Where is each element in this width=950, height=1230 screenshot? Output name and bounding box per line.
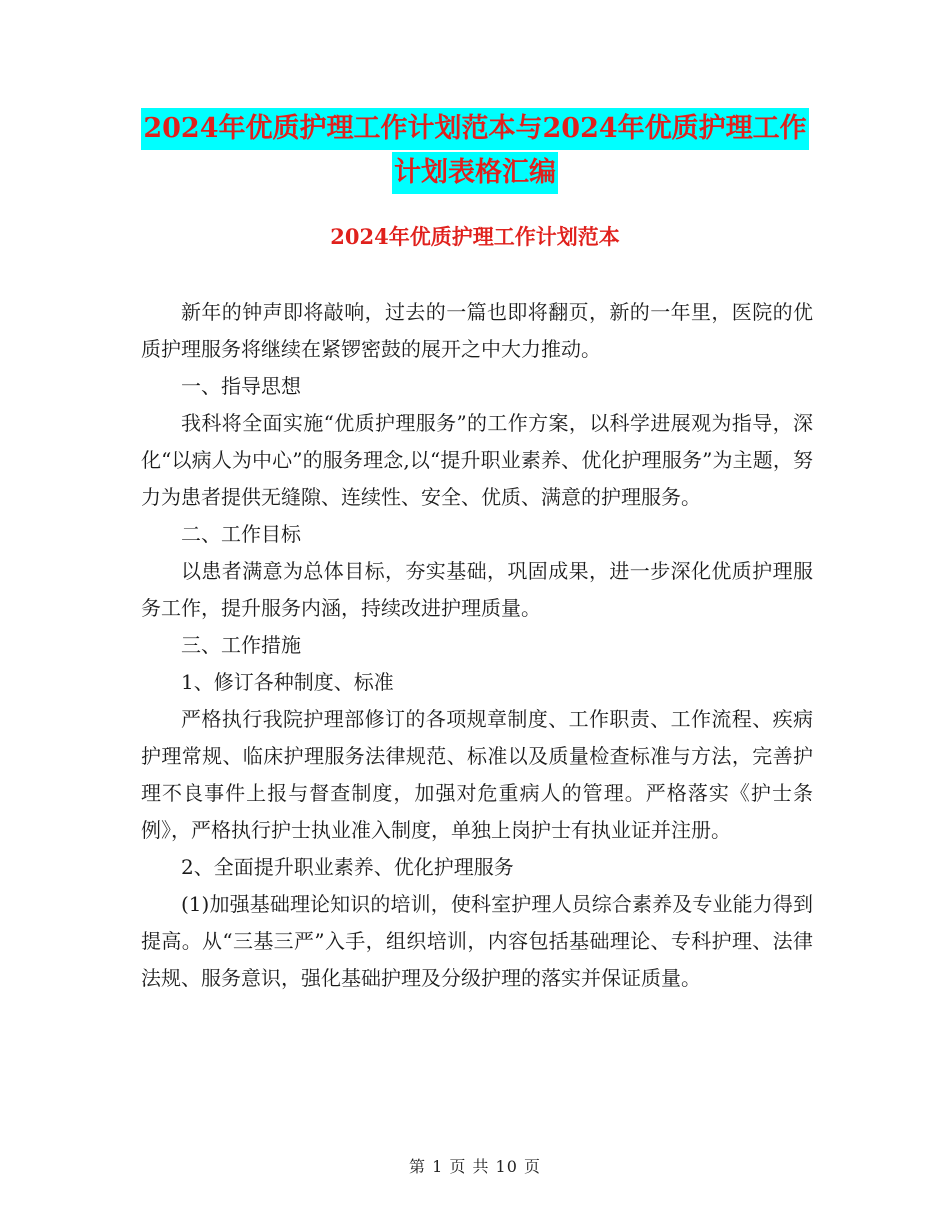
paragraph: 我科将全面实施“优质护理服务”的工作方案，以科学进展观为指导，深化“以病人为中心”的服务理念,以“提升职业素养、优化护理服务”为主题，努力为患者提供无缝隙、连续性、安全、优质、满意的护理服务。 — [141, 411, 813, 509]
title-line-2: 计划表格汇编 — [392, 152, 558, 194]
document-body — [141, 294, 813, 997]
page-footer: 第 1 页 共 10 页 — [409, 1157, 541, 1176]
paragraph: 新年的钟声即将敲响，过去的一篇也即将翻页，新的一年里，医院的优质护理服务将继续在紧锣密鼓的展开之中大力推动。 — [141, 300, 813, 361]
section-subtitle: 2024年优质护理工作计划范本 — [330, 224, 620, 249]
paragraph: 以患者满意为总体目标，夯实基础，巩固成果，进一步深化优质护理服务工作，提升服务内涵，持续改进护理质量。 — [141, 559, 813, 620]
paragraph: 严格执行我院护理部修订的各项规章制度、工作职责、工作流程、疾病护理常规、临床护理服务法律规范、标准以及质量检查标准与方法，完善护理不良事件上报与督查制度，加强对危重病人的管理。严格落实《护士条例》，严格执行护士执业准入制度，单独上岗护士有执业证并注册。 — [141, 707, 813, 842]
heading-work-measures: 三、工作措施 — [181, 633, 301, 657]
subheading-improve-quality: 2、全面提升职业素养、优化护理服务 — [181, 855, 514, 879]
paragraph: (1)加强基础理论知识的培训，使科室护理人员综合素养及专业能力得到提高。从“三基三严”入手，组织培训，内容包括基础理论、专科护理、法律法规、服务意识，强化基础护理及分级护理的落实并保证质量。 — [141, 892, 813, 990]
heading-work-goal: 二、工作目标 — [181, 522, 301, 546]
heading-guiding-thought: 一、指导思想 — [181, 374, 301, 398]
subheading-revise-rules: 1、修订各种制度、标准 — [181, 670, 394, 694]
document-title — [130, 108, 820, 194]
title-line-1: 2024年优质护理工作计划范本与2024年优质护理工作 — [141, 108, 808, 150]
